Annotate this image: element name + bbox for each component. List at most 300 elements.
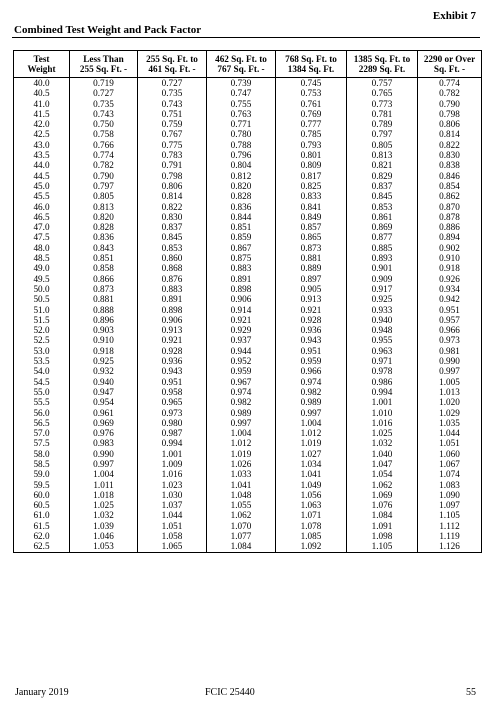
- pack-factor-cell: 0.858: [70, 263, 138, 273]
- pack-factor-cell: 0.903: [70, 325, 138, 335]
- pack-factor-cell: 0.934: [418, 284, 482, 294]
- pack-factor-cell: 0.932: [70, 366, 138, 376]
- pack-factor-cell: 0.813: [70, 202, 138, 212]
- pack-factor-cell: 0.926: [418, 274, 482, 284]
- pack-factor-cell: 0.951: [418, 305, 482, 315]
- pack-factor-cell: 1.033: [207, 469, 276, 479]
- table-row: [14, 129, 482, 139]
- pack-factor-cell: 0.893: [347, 253, 418, 263]
- pack-factor-cell: 0.898: [138, 305, 207, 315]
- pack-factor-cell: 0.976: [70, 428, 138, 438]
- table-row: [14, 418, 482, 428]
- pack-factor-cell: 0.925: [70, 356, 138, 366]
- pack-factor-cell: 0.965: [138, 397, 207, 407]
- pack-factor-cell: 0.755: [207, 99, 276, 109]
- pack-factor-cell: 0.891: [138, 294, 207, 304]
- pack-factor-cell: 0.845: [347, 191, 418, 201]
- pack-factor-cell: 0.767: [138, 129, 207, 139]
- test-weight-cell: 44.0: [14, 160, 70, 170]
- pack-factor-cell: 1.041: [276, 469, 347, 479]
- pack-factor-cell: 0.790: [70, 171, 138, 181]
- pack-factor-cell: 0.954: [70, 397, 138, 407]
- table-row: [14, 521, 482, 531]
- table-row: [14, 510, 482, 520]
- pack-factor-cell: 0.763: [207, 109, 276, 119]
- table-row: [14, 284, 482, 294]
- pack-factor-cell: 1.056: [276, 490, 347, 500]
- pack-factor-cell: 0.841: [276, 202, 347, 212]
- pack-factor-cell: 0.928: [138, 346, 207, 356]
- pack-factor-cell: 1.071: [276, 510, 347, 520]
- pack-factor-cell: 0.782: [418, 88, 482, 98]
- pack-factor-cell: 0.801: [276, 150, 347, 160]
- pack-factor-cell: 0.967: [207, 377, 276, 387]
- pack-factor-cell: 0.959: [207, 366, 276, 376]
- column-header-line: 1385 Sq. Ft. to: [353, 53, 411, 64]
- pack-factor-cell: 0.771: [207, 119, 276, 129]
- test-weight-cell: 47.0: [14, 222, 70, 232]
- pack-factor-cell: 0.851: [207, 222, 276, 232]
- pack-factor-cell: 0.798: [138, 171, 207, 181]
- pack-factor-cell: 0.860: [138, 253, 207, 263]
- pack-factor-cell: 0.781: [347, 109, 418, 119]
- pack-factor-cell: 1.032: [70, 510, 138, 520]
- pack-factor-cell: 0.829: [347, 171, 418, 181]
- column-header: [138, 51, 207, 78]
- pack-factor-cell: 0.978: [347, 366, 418, 376]
- pack-factor-cell: 0.735: [138, 88, 207, 98]
- test-weight-cell: 47.5: [14, 232, 70, 242]
- pack-factor-cell: 0.853: [347, 202, 418, 212]
- pack-factor-cell: 0.966: [418, 325, 482, 335]
- test-weight-cell: 60.5: [14, 500, 70, 510]
- pack-factor-cell: 0.857: [276, 222, 347, 232]
- table-body: [14, 78, 482, 553]
- test-weight-cell: 55.0: [14, 387, 70, 397]
- pack-factor-cell: 0.969: [70, 418, 138, 428]
- pack-factor-cell: 1.084: [347, 510, 418, 520]
- column-header: [418, 51, 482, 78]
- test-weight-cell: 50.0: [14, 284, 70, 294]
- pack-factor-cell: 0.910: [418, 253, 482, 263]
- pack-factor-cell: 0.796: [207, 150, 276, 160]
- pack-factor-cell: 0.877: [347, 232, 418, 242]
- pack-factor-cell: 1.044: [418, 428, 482, 438]
- pack-factor-cell: 0.753: [276, 88, 347, 98]
- pack-factor-cell: 1.035: [418, 418, 482, 428]
- test-weight-cell: 43.5: [14, 150, 70, 160]
- pack-factor-cell: 1.041: [207, 480, 276, 490]
- test-weight-cell: 40.0: [14, 78, 70, 89]
- test-weight-cell: 50.5: [14, 294, 70, 304]
- pack-factor-cell: 1.029: [418, 408, 482, 418]
- pack-factor-cell: 0.789: [347, 119, 418, 129]
- pack-factor-cell: 0.743: [70, 109, 138, 119]
- pack-factor-cell: 1.032: [347, 438, 418, 448]
- pack-factor-cell: 0.888: [70, 305, 138, 315]
- pack-factor-cell: 0.942: [418, 294, 482, 304]
- pack-factor-cell: 1.078: [276, 521, 347, 531]
- pack-factor-cell: 1.018: [70, 490, 138, 500]
- pack-factor-cell: 0.805: [347, 140, 418, 150]
- table-row: [14, 387, 482, 397]
- pack-factor-cell: 0.869: [347, 222, 418, 232]
- pack-factor-cell: 0.775: [138, 140, 207, 150]
- pack-factor-cell: 1.060: [418, 449, 482, 459]
- pack-factor-cell: 1.027: [276, 449, 347, 459]
- pack-factor-cell: 0.994: [347, 387, 418, 397]
- pack-factor-cell: 0.865: [276, 232, 347, 242]
- test-weight-cell: 61.5: [14, 521, 70, 531]
- pack-factor-cell: 0.943: [138, 366, 207, 376]
- table-row: [14, 315, 482, 325]
- pack-factor-cell: 0.928: [276, 315, 347, 325]
- column-header-line: 461 Sq. Ft. -: [148, 64, 196, 74]
- table-row: [14, 191, 482, 201]
- pack-factor-cell: 0.994: [138, 438, 207, 448]
- pack-factor-cell: 0.870: [418, 202, 482, 212]
- pack-factor-cell: 1.098: [347, 531, 418, 541]
- column-header-line: 2290 or Over: [423, 53, 476, 64]
- pack-factor-cell: 0.822: [418, 140, 482, 150]
- table-row: [14, 119, 482, 129]
- pack-factor-cell: 0.894: [418, 232, 482, 242]
- pack-factor-cell: 1.039: [70, 521, 138, 531]
- pack-factor-cell: 1.119: [418, 531, 482, 541]
- pack-factor-cell: 0.959: [276, 356, 347, 366]
- pack-factor-cell: 0.883: [138, 284, 207, 294]
- table-row: [14, 449, 482, 459]
- test-weight-cell: 54.0: [14, 366, 70, 376]
- test-weight-cell: 48.0: [14, 243, 70, 253]
- pack-factor-cell: 1.009: [138, 459, 207, 469]
- test-weight-pack-factor-table: [13, 50, 482, 553]
- pack-factor-cell: 1.011: [70, 480, 138, 490]
- pack-factor-cell: 0.783: [138, 150, 207, 160]
- test-weight-cell: 40.5: [14, 88, 70, 98]
- pack-factor-cell: 0.957: [418, 315, 482, 325]
- pack-factor-cell: 1.063: [276, 500, 347, 510]
- test-weight-cell: 46.0: [14, 202, 70, 212]
- pack-factor-cell: 0.719: [70, 78, 138, 89]
- pack-factor-cell: 0.777: [276, 119, 347, 129]
- table-row: [14, 99, 482, 109]
- pack-factor-cell: 0.797: [347, 129, 418, 139]
- pack-factor-cell: 0.793: [276, 140, 347, 150]
- pack-factor-cell: 0.875: [207, 253, 276, 263]
- pack-factor-cell: 0.825: [276, 181, 347, 191]
- pack-factor-cell: 1.030: [138, 490, 207, 500]
- test-weight-cell: 54.5: [14, 377, 70, 387]
- pack-factor-cell: 0.765: [347, 88, 418, 98]
- table-row: [14, 294, 482, 304]
- pack-factor-cell: 0.881: [70, 294, 138, 304]
- test-weight-cell: 62.0: [14, 531, 70, 541]
- pack-factor-cell: 1.055: [207, 500, 276, 510]
- pack-factor-cell: 1.053: [70, 541, 138, 552]
- pack-factor-cell: 0.828: [207, 191, 276, 201]
- pack-factor-cell: 1.047: [347, 459, 418, 469]
- pack-factor-cell: 0.859: [207, 232, 276, 242]
- pack-factor-cell: 0.745: [276, 78, 347, 89]
- table-row: [14, 325, 482, 335]
- pack-factor-cell: 1.013: [418, 387, 482, 397]
- pack-factor-cell: 0.973: [418, 335, 482, 345]
- column-header: [207, 51, 276, 78]
- pack-factor-cell: 0.997: [207, 418, 276, 428]
- pack-factor-cell: 1.025: [70, 500, 138, 510]
- pack-factor-cell: 1.051: [138, 521, 207, 531]
- table-row: [14, 78, 482, 89]
- pack-factor-cell: 0.759: [138, 119, 207, 129]
- pack-factor-cell: 0.830: [418, 150, 482, 160]
- pack-factor-cell: 0.982: [276, 387, 347, 397]
- pack-factor-cell: 0.940: [70, 377, 138, 387]
- pack-factor-cell: 1.004: [276, 418, 347, 428]
- pack-factor-cell: 0.838: [418, 160, 482, 170]
- column-header-line: Test: [33, 53, 50, 64]
- table-row: [14, 88, 482, 98]
- pack-factor-cell: 0.966: [276, 366, 347, 376]
- test-weight-cell: 48.5: [14, 253, 70, 263]
- pack-factor-cell: 1.051: [418, 438, 482, 448]
- table-row: [14, 150, 482, 160]
- pack-factor-cell: 1.004: [207, 428, 276, 438]
- table-row: [14, 212, 482, 222]
- column-header-line: 768 Sq. Ft. to: [285, 53, 337, 64]
- column-header: [276, 51, 347, 78]
- pack-factor-cell: 0.844: [207, 212, 276, 222]
- pack-factor-cell: 0.951: [276, 346, 347, 356]
- pack-factor-cell: 0.845: [138, 232, 207, 242]
- pack-factor-cell: 0.913: [276, 294, 347, 304]
- pack-factor-cell: 0.739: [207, 78, 276, 89]
- test-weight-cell: 52.0: [14, 325, 70, 335]
- pack-factor-cell: 0.921: [207, 315, 276, 325]
- pack-factor-cell: 0.943: [276, 335, 347, 345]
- pack-factor-cell: 0.727: [70, 88, 138, 98]
- pack-factor-cell: 1.091: [347, 521, 418, 531]
- pack-factor-cell: 1.044: [138, 510, 207, 520]
- pack-factor-cell: 0.990: [418, 356, 482, 366]
- pack-factor-cell: 0.974: [276, 377, 347, 387]
- footer-document-id: FCIC 25440: [205, 687, 255, 698]
- pack-factor-cell: 1.004: [70, 469, 138, 479]
- pack-factor-cell: 1.012: [276, 428, 347, 438]
- pack-factor-cell: 1.090: [418, 490, 482, 500]
- test-weight-cell: 62.5: [14, 541, 70, 552]
- pack-factor-cell: 0.788: [207, 140, 276, 150]
- test-weight-cell: 61.0: [14, 510, 70, 520]
- pack-factor-cell: 0.898: [207, 284, 276, 294]
- pack-factor-cell: 0.846: [418, 171, 482, 181]
- pack-factor-cell: 0.821: [347, 160, 418, 170]
- pack-factor-cell: 0.836: [207, 202, 276, 212]
- pack-factor-cell: 0.955: [347, 335, 418, 345]
- test-weight-cell: 51.5: [14, 315, 70, 325]
- pack-factor-cell: 0.917: [347, 284, 418, 294]
- pack-factor-cell: 0.828: [70, 222, 138, 232]
- pack-factor-cell: 0.918: [418, 263, 482, 273]
- pack-factor-cell: 0.747: [207, 88, 276, 98]
- pack-factor-cell: 0.727: [138, 78, 207, 89]
- pack-factor-cell: 0.774: [418, 78, 482, 89]
- table-row: [14, 274, 482, 284]
- pack-factor-cell: 0.820: [70, 212, 138, 222]
- pack-factor-cell: 0.951: [138, 377, 207, 387]
- pack-factor-cell: 1.062: [347, 480, 418, 490]
- pack-factor-cell: 0.809: [276, 160, 347, 170]
- pack-factor-cell: 0.785: [276, 129, 347, 139]
- pack-factor-cell: 0.773: [347, 99, 418, 109]
- page-title: Combined Test Weight and Pack Factor: [14, 24, 202, 36]
- pack-factor-cell: 0.997: [276, 408, 347, 418]
- pack-factor-cell: 0.961: [70, 408, 138, 418]
- pack-factor-cell: 0.997: [418, 366, 482, 376]
- pack-factor-cell: 1.016: [347, 418, 418, 428]
- pack-factor-cell: 1.058: [138, 531, 207, 541]
- pack-factor-cell: 0.817: [276, 171, 347, 181]
- pack-factor-cell: 1.097: [418, 500, 482, 510]
- pack-factor-cell: 0.918: [70, 346, 138, 356]
- pack-factor-cell: 0.913: [138, 325, 207, 335]
- pack-factor-cell: 0.806: [418, 119, 482, 129]
- column-header-line: 255 Sq. Ft. -: [79, 64, 128, 74]
- pack-factor-cell: 0.989: [207, 408, 276, 418]
- pack-factor-cell: 0.851: [70, 253, 138, 263]
- table-row: [14, 253, 482, 263]
- test-weight-cell: 60.0: [14, 490, 70, 500]
- column-header-line: 462 Sq. Ft. to: [215, 53, 267, 64]
- test-weight-cell: 56.5: [14, 418, 70, 428]
- pack-factor-cell: 0.750: [70, 119, 138, 129]
- pack-factor-cell: 0.958: [138, 387, 207, 397]
- pack-factor-cell: 0.790: [418, 99, 482, 109]
- test-weight-cell: 53.5: [14, 356, 70, 366]
- column-header-line: Less Than: [83, 53, 124, 64]
- pack-factor-cell: 1.001: [138, 449, 207, 459]
- table-row: [14, 356, 482, 366]
- pack-factor-cell: 0.805: [70, 191, 138, 201]
- test-weight-cell: 44.5: [14, 171, 70, 181]
- pack-factor-cell: 0.952: [207, 356, 276, 366]
- table-row: [14, 222, 482, 232]
- table-row: [14, 232, 482, 242]
- table-row: [14, 397, 482, 407]
- pack-factor-cell: 0.774: [70, 150, 138, 160]
- pack-factor-cell: 0.830: [138, 212, 207, 222]
- pack-factor-cell: 0.798: [418, 109, 482, 119]
- pack-factor-cell: 0.963: [347, 346, 418, 356]
- test-weight-cell: 45.0: [14, 181, 70, 191]
- pack-factor-cell: 0.820: [207, 181, 276, 191]
- pack-factor-cell: 0.990: [70, 449, 138, 459]
- pack-factor-cell: 1.020: [418, 397, 482, 407]
- pack-factor-cell: 1.074: [418, 469, 482, 479]
- pack-factor-cell: 1.010: [347, 408, 418, 418]
- test-weight-cell: 55.5: [14, 397, 70, 407]
- pack-factor-cell: 0.878: [418, 212, 482, 222]
- pack-factor-cell: 0.854: [418, 181, 482, 191]
- pack-factor-cell: 0.886: [418, 222, 482, 232]
- pack-factor-cell: 1.054: [347, 469, 418, 479]
- pack-factor-cell: 0.948: [347, 325, 418, 335]
- pack-factor-cell: 1.048: [207, 490, 276, 500]
- table-row: [14, 459, 482, 469]
- pack-factor-cell: 0.876: [138, 274, 207, 284]
- table-row: [14, 346, 482, 356]
- column-header-line: Sq. Ft. -: [433, 64, 466, 74]
- pack-factor-cell: 0.833: [276, 191, 347, 201]
- pack-factor-cell: 0.974: [207, 387, 276, 397]
- test-weight-cell: 42.5: [14, 129, 70, 139]
- pack-factor-cell: 0.735: [70, 99, 138, 109]
- column-header-line: 2289 Sq. Ft.: [358, 64, 406, 74]
- table-row: [14, 408, 482, 418]
- pack-factor-cell: 0.867: [207, 243, 276, 253]
- pack-factor-cell: 1.067: [418, 459, 482, 469]
- footer-date: January 2019: [15, 687, 69, 698]
- table-row: [14, 541, 482, 552]
- pack-factor-cell: 0.971: [347, 356, 418, 366]
- column-header-line: Weight: [27, 64, 56, 74]
- test-weight-cell: 57.5: [14, 438, 70, 448]
- pack-factor-cell: 0.837: [138, 222, 207, 232]
- column-header: [347, 51, 418, 78]
- test-weight-cell: 58.5: [14, 459, 70, 469]
- pack-factor-cell: 0.910: [70, 335, 138, 345]
- pack-factor-cell: 0.906: [138, 315, 207, 325]
- pack-factor-cell: 0.806: [138, 181, 207, 191]
- pack-factor-cell: 1.040: [347, 449, 418, 459]
- pack-factor-cell: 0.905: [276, 284, 347, 294]
- column-header-line: 767 Sq. Ft. -: [217, 64, 265, 74]
- pack-factor-cell: 0.769: [276, 109, 347, 119]
- pack-factor-cell: 0.902: [418, 243, 482, 253]
- pack-factor-cell: 0.861: [347, 212, 418, 222]
- pack-factor-cell: 0.873: [70, 284, 138, 294]
- table-row: [14, 243, 482, 253]
- pack-factor-cell: 0.997: [70, 459, 138, 469]
- pack-factor-cell: 0.897: [276, 274, 347, 284]
- table-row: [14, 160, 482, 170]
- pack-factor-cell: 0.906: [207, 294, 276, 304]
- pack-factor-cell: 1.037: [138, 500, 207, 510]
- pack-factor-cell: 0.981: [418, 346, 482, 356]
- title-divider: [12, 37, 480, 38]
- pack-factor-cell: 0.901: [347, 263, 418, 273]
- pack-factor-cell: 0.896: [70, 315, 138, 325]
- pack-factor-cell: 0.940: [347, 315, 418, 325]
- table-row: [14, 377, 482, 387]
- pack-factor-cell: 1.019: [276, 438, 347, 448]
- pack-factor-cell: 0.929: [207, 325, 276, 335]
- pack-factor-cell: 0.804: [207, 160, 276, 170]
- column-header: [14, 51, 70, 78]
- pack-factor-cell: 0.989: [276, 397, 347, 407]
- pack-factor-cell: 1.092: [276, 541, 347, 552]
- table-row: [14, 490, 482, 500]
- pack-factor-cell: 0.866: [70, 274, 138, 284]
- pack-factor-cell: 0.743: [138, 99, 207, 109]
- pack-factor-cell: 0.982: [207, 397, 276, 407]
- pack-factor-cell: 1.016: [138, 469, 207, 479]
- pack-factor-cell: 0.925: [347, 294, 418, 304]
- pack-factor-cell: 0.947: [70, 387, 138, 397]
- pack-factor-cell: 1.105: [347, 541, 418, 552]
- pack-factor-cell: 1.084: [207, 541, 276, 552]
- pack-factor-cell: 0.914: [207, 305, 276, 315]
